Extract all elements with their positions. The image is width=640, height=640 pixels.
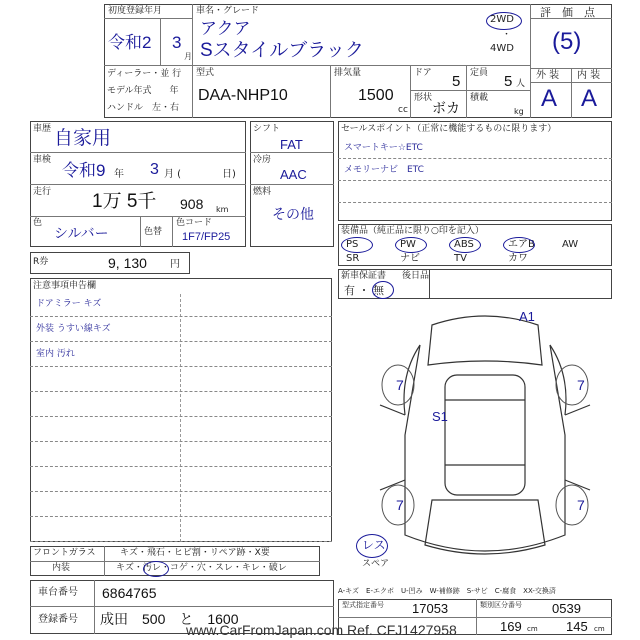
front-glass-desc: キズ・飛石・ヒビ割・リペア跡・X要 [120,548,270,558]
car-type: 自家用 [54,128,112,149]
mileage-main: 1万 5千 [92,191,157,212]
interior-damage-label: 内装 [52,563,71,573]
model-type: DAA-NHP10 [198,87,288,104]
inspection-month-unit: 月 ( [164,169,182,180]
dim-1: 169 [500,619,522,634]
recycle-amount: 9, 130 [108,255,147,271]
note-rule [30,366,332,367]
mark-s1: S1 [432,409,448,424]
equipment-item: PW [400,239,416,250]
model-year-label: モデル年式 年 [107,86,179,96]
equipment-item: TV [454,253,467,264]
spare-label: スペア [362,559,390,569]
color-code-label: 色コード [176,218,213,228]
car-type-label: 車歴 [33,124,52,134]
score: (5) [552,28,582,55]
notes-label: 注意事項申告欄 [33,281,97,291]
doors-label: ドア [414,68,432,78]
inspection-year-unit: 年 [114,169,124,180]
sales-line-2: メモリーナビ ETC [344,165,424,175]
equipment-item: PS [346,239,359,250]
front-glass-label: フロントガラス [33,548,96,558]
sales-label: セールスポイント（正常に機能するものに限ります） [341,124,557,134]
dim-2: 145 [566,619,588,634]
interior-damage-desc: キズ・汚レ・コゲ・穴・スレ・キレ・破レ [116,563,287,573]
equipment-circle [395,237,427,253]
car-name-label: 車名・グレード [196,6,260,16]
dealer-label: ディーラー・並 行 [107,69,182,79]
score-label: 評 価 点 [540,6,595,19]
equipment-item: エアB [508,239,535,250]
equipment-item: ABS [454,239,474,250]
inspection-day-unit: 日) [222,169,236,180]
plate-label: 登録番号 [38,614,78,625]
month-unit: 月 [184,52,192,61]
recycle-label: R券 [33,257,49,267]
equipment-item: AW [562,239,579,250]
ac: AAC [280,167,307,182]
car-name: アクア [200,19,251,38]
drive-4wd: 4WD [490,43,514,54]
spare-status: レス [362,538,386,552]
equipment-circle [503,237,535,253]
inspection-label: 車検 [33,155,52,165]
doors: 5 [452,73,461,90]
note-line-2: 外装 うすい線キズ [36,324,111,334]
cert: 17053 [412,601,449,616]
shift: FAT [280,137,303,152]
note-rule [30,416,332,417]
reg-month: 3 [172,33,182,52]
chassis: 6864765 [102,585,157,601]
note-rule [30,491,332,492]
shape: ボカ [432,100,460,116]
capacity-label: 定員 [470,68,489,78]
displacement-label: 排気量 [334,68,362,78]
note-rule [30,466,332,467]
equipment-item: SR [346,253,360,264]
equipment-label: 装備品（純正品に限り○印を記入） [341,226,484,236]
km-unit: km [216,205,229,214]
capacity: 5 [504,73,513,90]
damage-legend: A-キズ E-エクボ U-凹み W-補修跡 S-サビ C-腐食 XX-交換済 [338,587,556,595]
color-code: 1F7/FP25 [182,231,231,243]
mark-front-left: 7 [396,377,404,393]
grade: Sスタイルブラック [200,40,364,61]
mileage-label: 走行 [33,187,52,197]
equipment-item: カワ [508,253,528,264]
notes-section [30,278,332,542]
color: シルバー [54,225,109,241]
note-rule [30,541,332,542]
note-line-3: 室内 汚れ [36,349,75,359]
equipment-item: ナビ [400,253,420,264]
ac-label: 冷房 [253,155,272,165]
yen-unit: 円 [170,259,180,270]
handle-label: ハンドル 左・右 [107,103,180,113]
plate: 成田 500 と 1600 [100,611,239,627]
warranty-value: 有 ・ 無 [344,284,384,297]
kg-unit: kg [514,107,524,116]
inspection-era: 令和9 [62,161,106,180]
cert-label: 型式指定番号 [342,601,384,609]
shape-label: 形状 [414,93,433,103]
reg-era: 令和2 [108,33,152,52]
fuel-label: 燃料 [253,187,272,197]
equipment-circle [341,237,373,253]
note-line-1: ドアミラー キズ [36,299,102,309]
dim-unit-1: cm [527,625,538,633]
load-label: 積載 [470,93,489,103]
model-type-label: 型式 [196,68,215,78]
mark-a1: A1 [519,309,535,324]
dim-unit-2: cm [594,625,605,633]
mark-rear-left: 7 [396,497,404,513]
equipment-circle [449,237,481,253]
reg-year-label: 初度登録年月 [108,6,163,16]
fuel: その他 [272,206,314,222]
mark-rear-right: 7 [577,497,585,513]
owner-label: 後日品 [402,271,430,281]
note-rule [30,391,332,392]
note-rule [30,316,332,317]
capacity-unit: 人 [516,79,526,89]
exterior-grade: A [541,85,558,112]
watermark: www.CarFromJapan.com Ref. CFJ1427958 [186,622,457,638]
inspection-month: 3 [150,161,159,178]
note-rule [30,341,332,342]
chassis-label: 車台番号 [38,587,78,598]
cat: 0539 [552,601,581,616]
note-rule [30,441,332,442]
repaint-label: 色替 [144,227,163,237]
color-label: 色 [33,218,43,228]
interior-grade: A [581,85,598,112]
car-diagram [360,305,610,575]
mark-front-right: 7 [577,377,585,393]
note-rule [30,516,332,517]
displacement: 1500 [358,87,394,104]
cat-label: 類別区分番号 [480,601,522,609]
sales-line-1: スマートキー☆ETC [344,143,423,153]
drive-2wd: 2WD [490,14,514,25]
warranty-label: 新車保証書 [341,271,387,281]
mileage-sub: 908 [180,196,204,212]
cc-unit: cc [398,105,408,115]
shift-label: シフト [253,124,281,134]
exterior-label: 外 装 [536,70,560,81]
interior-label: 内 装 [577,70,601,81]
